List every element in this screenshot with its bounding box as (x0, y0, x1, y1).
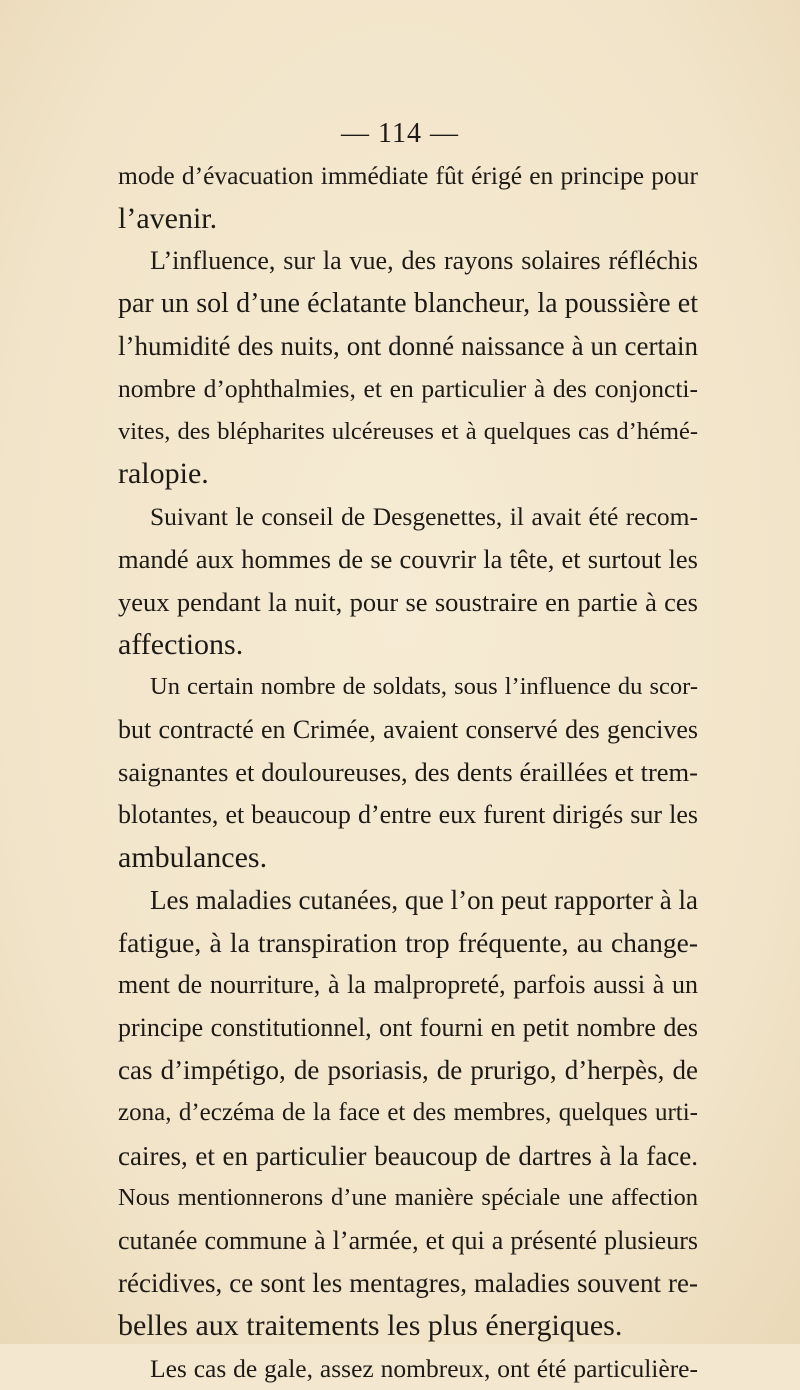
text-line: ment de nourriture, à la malpropreté, parfois aussi à un (118, 970, 698, 1000)
text-line: nombre d’ophthalmies, et en particulier à des conjoncti- (118, 373, 698, 403)
text-line: ralopie. (118, 457, 209, 491)
text-line: L’influence, sur la vue, des rayons solaires réfléchis (150, 246, 698, 276)
text-line: mode d’évacuation immédiate fût érigé en principe pour (118, 161, 698, 190)
text-line: blotantes, et beaucoup d’entre eux furent dirigés sur les (118, 799, 698, 829)
text-line: Nous mentionnerons d’une manière spéciale une affection (118, 1184, 698, 1212)
text-line: par un sol d’une éclatante blancheur, la poussière et (118, 287, 698, 319)
text-line: but contracté en Crimée, avaient conservé des gencives (118, 714, 698, 744)
text-line: Un certain nombre de soldats, sous l’influence du scor- (150, 673, 698, 701)
text-line: principe constitutionnel, ont fourni en petit nombre des (118, 1012, 698, 1042)
page-number: — 114 — (341, 118, 459, 149)
text-line: affections. (118, 627, 244, 661)
text-line: cas d’impétigo, de psoriasis, de prurigo, d’herpès, de (118, 1055, 698, 1086)
text-line: Les cas de gale, assez nombreux, ont été particulière- (150, 1353, 698, 1383)
text-line: récidives, ce sont les mentagres, maladies souvent re- (118, 1268, 698, 1299)
text-line: yeux pendant la nuit, pour se soustraire en partie à ces (118, 586, 698, 617)
text-line: vites, des blépharites ulcéreuses et à quelques cas d’hémé- (118, 417, 698, 445)
body-text (118, 155, 698, 1390)
text-line: fatigue, à la transpiration trop fréquente, au change- (118, 926, 698, 958)
text-line: caires, et en particulier beaucoup de dartres à la face. (118, 1140, 698, 1171)
text-line: ambulances. (118, 840, 268, 874)
text-line: l’avenir. (118, 201, 218, 235)
text-line: belles aux traitements les plus énergiques. (118, 1309, 623, 1343)
text-line: zona, d’eczéma de la face et des membres, quelques urti- (118, 1099, 698, 1127)
text-line: saignantes et douloureuses, des dents éraillées et trem- (118, 757, 698, 788)
text-line: Les maladies cutanées, que l’on peut rapporter à la (150, 885, 699, 916)
text-line: l’humidité des nuits, ont donné naissance à un certain (118, 331, 698, 362)
text-line: cutanée commune à l’armée, et qui a présenté plusieurs (118, 1225, 698, 1255)
text-line: Suivant le conseil de Desgenettes, il avait été recom- (150, 501, 698, 531)
text-line: mandé aux hommes de se couvrir la tête, et surtout les (118, 544, 698, 575)
